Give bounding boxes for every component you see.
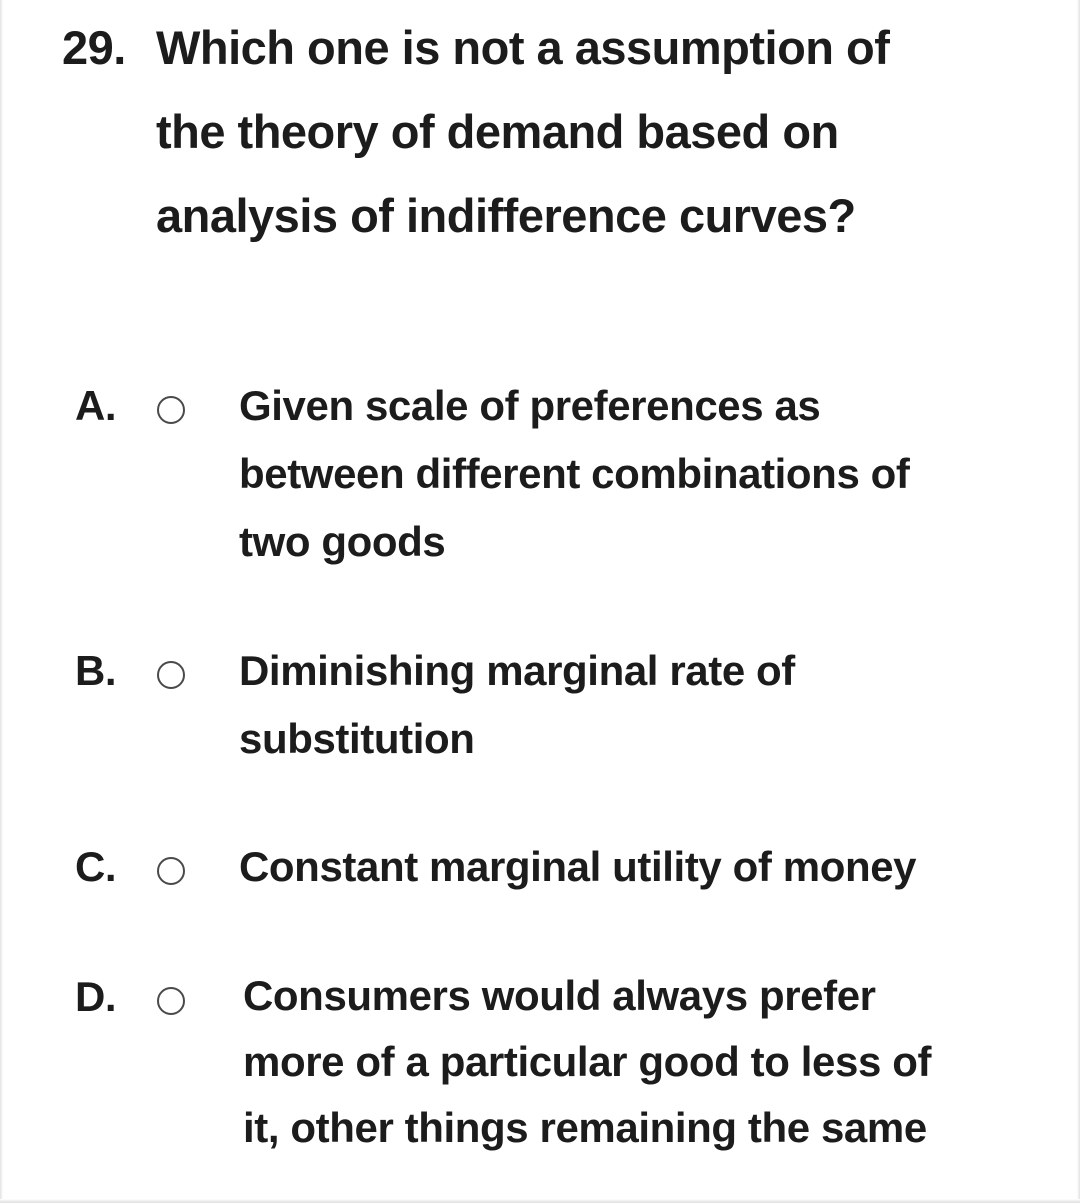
option-line: it, other things remaining the same <box>243 1104 927 1151</box>
frame-edge-bottom <box>0 1199 1080 1203</box>
option-letter: C. <box>75 843 117 890</box>
radio-button-c[interactable] <box>157 857 185 885</box>
option-line: substitution <box>239 715 475 762</box>
option-letter: B. <box>75 647 117 694</box>
option-line: Diminishing marginal rate of <box>239 647 795 694</box>
option-line: Consumers would always prefer <box>243 972 876 1019</box>
radio-button-d[interactable] <box>157 987 185 1015</box>
option-line: Constant marginal utility of money <box>239 843 917 890</box>
option-text <box>239 637 1069 773</box>
option-line: two goods <box>239 518 446 565</box>
option-line: Given scale of preferences as <box>239 382 821 429</box>
question-number: 29. <box>62 21 126 74</box>
option-line: more of a particular good to less of <box>243 1038 932 1085</box>
frame-edge-left <box>0 0 3 1203</box>
radio-button-b[interactable] <box>157 661 185 689</box>
option-text <box>243 963 1073 1161</box>
option-text <box>239 372 1069 576</box>
question <box>62 6 1052 242</box>
radio-button-a[interactable] <box>157 396 185 424</box>
question-line: analysis of indifference curves? <box>156 189 856 242</box>
option-text <box>239 833 1069 901</box>
option-letter: A. <box>75 382 117 429</box>
option-line: between different combinations of <box>239 450 910 497</box>
question-line: Which one is not a assumption of <box>156 21 890 74</box>
option-letter: D. <box>75 973 117 1020</box>
question-text <box>156 6 956 258</box>
question-line: the theory of demand based on <box>156 105 839 158</box>
